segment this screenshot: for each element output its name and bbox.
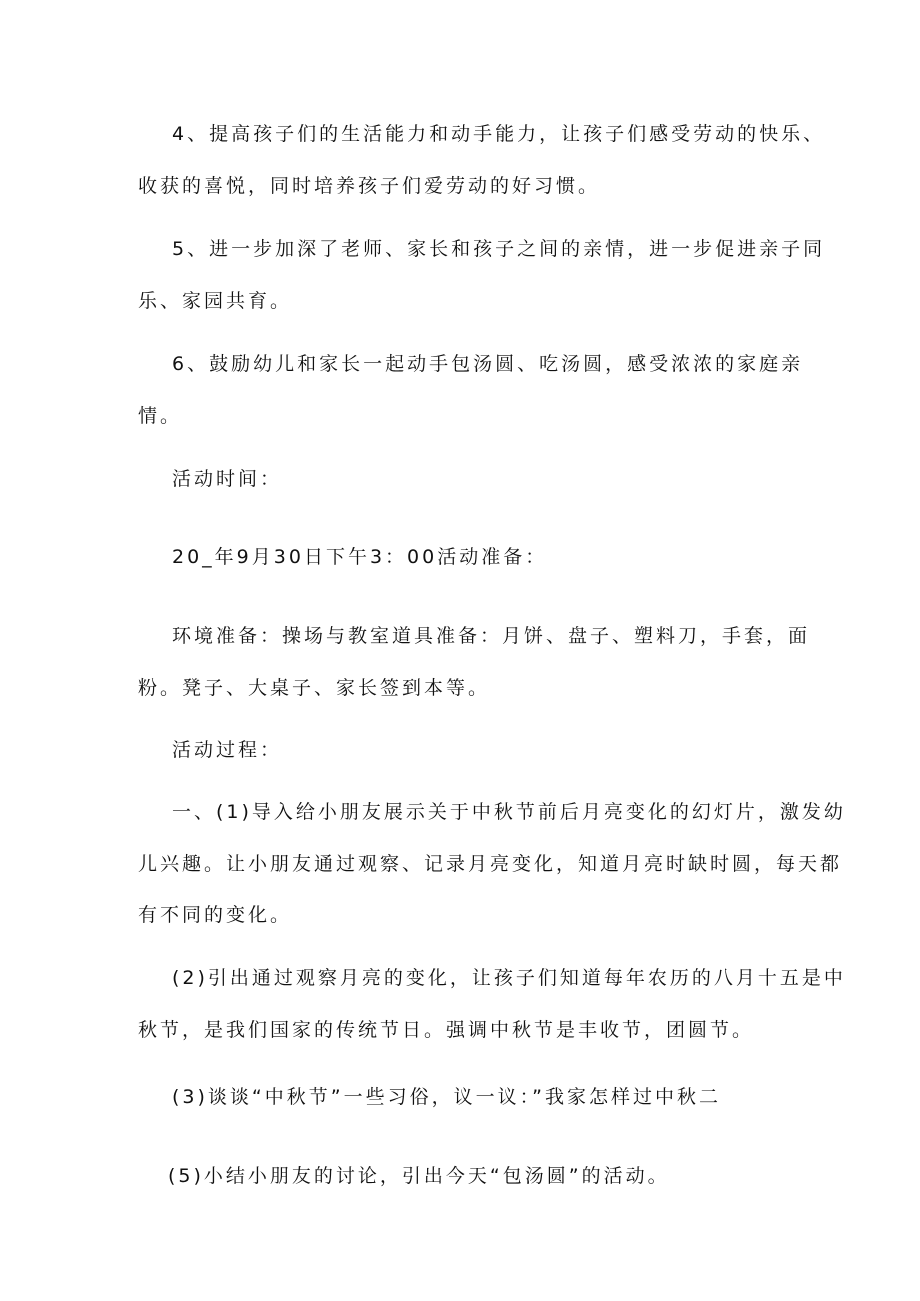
step-3-line: (3)谈谈“中秋节”一些习俗，议一议：”我家怎样过中秋二 (172, 1086, 721, 1108)
step-1-line-2: 儿兴趣。让小朋友通过观察、记录月亮变化，知道月亮时缺时圆，每天都 (138, 853, 843, 875)
step-1-line-3: 有不同的变化。 (138, 904, 293, 926)
paragraph-5-line-2: 乐、家园共育。 (138, 290, 293, 312)
paragraph-5-line-1: 5、进一步加深了老师、家长和孩子之间的亲情，进一步促进亲子同 (172, 238, 826, 260)
activity-process-heading: 活动过程： (172, 739, 283, 761)
paragraph-4-line-1: 4、提高孩子们的生活能力和动手能力，让孩子们感受劳动的快乐、 (172, 123, 826, 145)
step-2-line-1: (2)引出通过观察月亮的变化，让孩子们知道每年农历的八月十五是中 (172, 967, 846, 989)
environment-prep-line-1: 环境准备：操场与教室道具准备：月饼、盘子、塑料刀，手套，面 (172, 625, 811, 647)
activity-time-heading: 活动时间： (172, 468, 283, 490)
step-1-line-1: 一、(1)导入给小朋友展示关于中秋节前后月亮变化的幻灯片，激发幼 (172, 801, 846, 823)
paragraph-6-line-2: 情。 (138, 405, 183, 427)
step-2-line-2: 秋节，是我们国家的传统节日。强调中秋节是丰收节，团圆节。 (138, 1019, 755, 1041)
step-5-line: (5)小结小朋友的讨论，引出今天“包汤圆”的活动。 (168, 1165, 670, 1187)
activity-date-line: 20_年9月30日下午3：00活动准备： (172, 546, 548, 568)
paragraph-6-line-1: 6、鼓励幼儿和家长一起动手包汤圆、吃汤圆，感受浓浓的家庭亲 (172, 353, 804, 375)
paragraph-4-line-2: 收获的喜悦，同时培养孩子们爱劳动的好习惯。 (138, 175, 601, 197)
environment-prep-line-2: 粉。凳子、大桌子、家长签到本等。 (138, 677, 491, 699)
